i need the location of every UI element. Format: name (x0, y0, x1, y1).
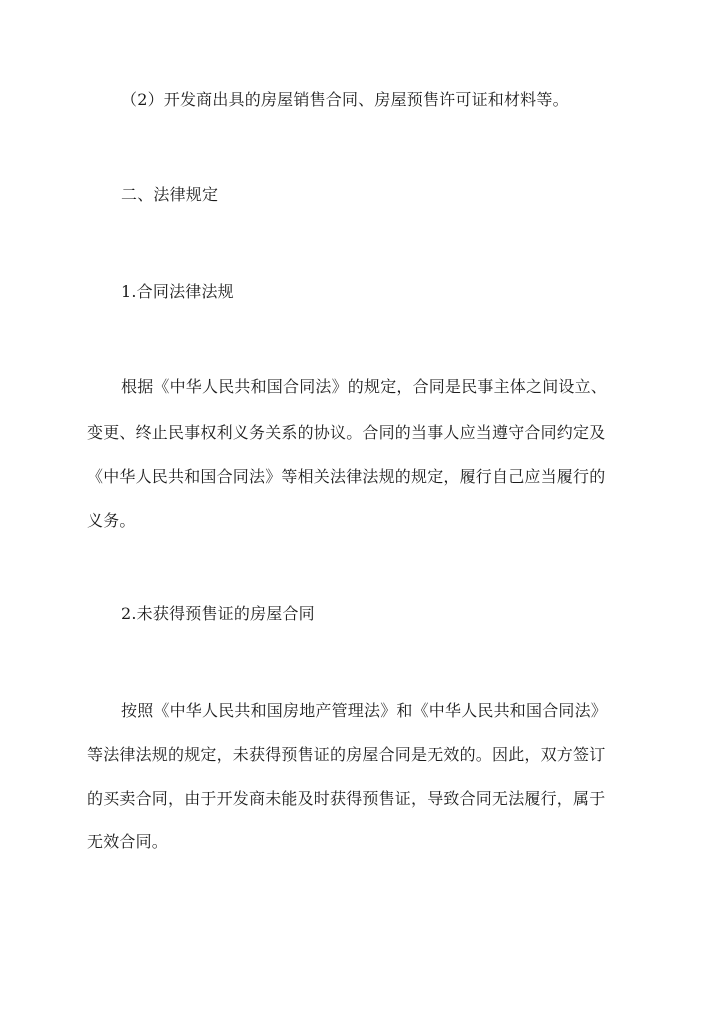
paragraph-line: 变更、终止民事权利义务关系的协议。合同的当事人应当遵守合同约定及 (87, 423, 606, 442)
paragraph-line: 根据《中华人民共和国合同法》的规定，合同是民事主体之间设立、 (121, 377, 608, 396)
section-heading-legal-provisions: 二、法律规定 (121, 185, 219, 204)
paragraph-line: 按照《中华人民共和国房地产管理法》和《中华人民共和国合同法》 (121, 701, 608, 720)
paragraph-line: 无效合同。 (87, 832, 169, 851)
list-item-2: （2）开发商出具的房屋销售合同、房屋预售许可证和材料等。 (121, 90, 569, 109)
paragraph-line: 等法律法规的规定，未获得预售证的房屋合同是无效的。因此，双方签订 (87, 745, 606, 764)
paragraph-line: 的买卖合同，由于开发商未能及时获得预售证，导致合同无法履行，属于 (87, 789, 606, 808)
paragraph-line: 《中华人民共和国合同法》等相关法律法规的规定，履行自己应当履行的 (87, 467, 606, 486)
paragraph-line: 义务。 (87, 511, 136, 530)
subsection-heading-contract-law: 1.合同法律法规 (121, 282, 234, 301)
subsection-heading-no-presale-permit: 2.未获得预售证的房屋合同 (121, 604, 315, 623)
